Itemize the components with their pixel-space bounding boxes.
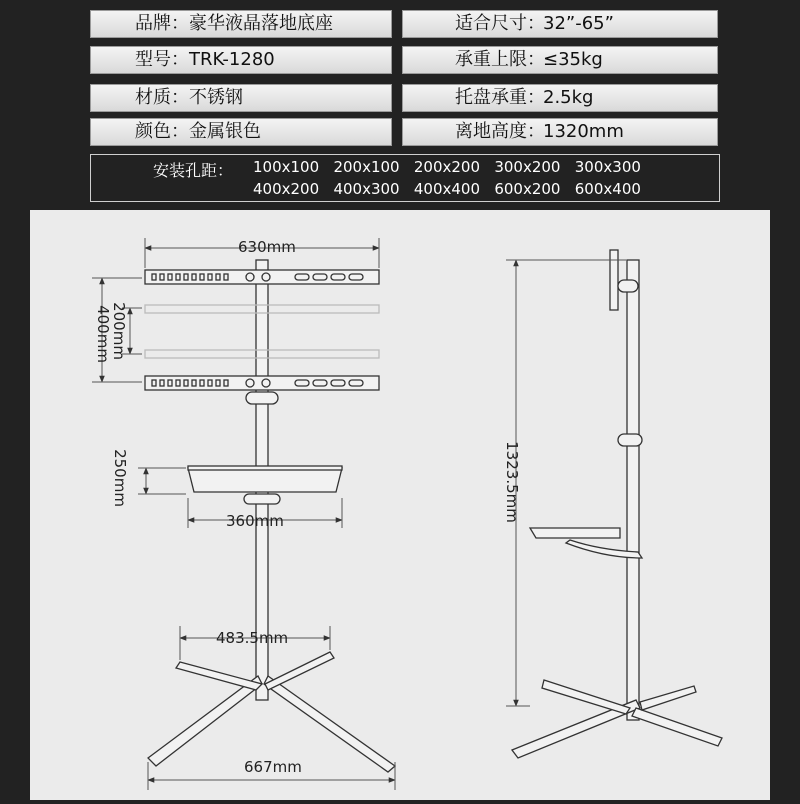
- spec-brand-label: 品牌：: [135, 13, 189, 34]
- stand-diagram: [30, 210, 770, 800]
- spec-material: [90, 84, 392, 112]
- spec-brand: [90, 10, 392, 38]
- spec-load-label: 承重上限：: [455, 49, 545, 70]
- dim-bracket-width: 630mm: [238, 238, 296, 256]
- spec-model-value: TRK-1280: [189, 49, 275, 70]
- spec-material-label: 材质：: [135, 87, 189, 108]
- front-base-back-right: [265, 652, 334, 690]
- spec-model-label: 型号：: [135, 49, 189, 70]
- side-lower-clamp: [618, 434, 642, 446]
- mounting-holes-row-1: 100x100 200x100 200x200 300x200 300x300: [253, 158, 641, 176]
- side-pole: [627, 260, 639, 720]
- spec-size: [402, 10, 718, 38]
- spec-color-label: 颜色：: [135, 121, 189, 142]
- spec-tray-load-value: 2.5kg: [543, 87, 594, 108]
- dim-base-inner: 483.5mm: [216, 629, 289, 647]
- spec-load-value: ≤35kg: [543, 49, 603, 70]
- dim-base-width: 667mm: [244, 758, 302, 776]
- front-base-left: [148, 676, 262, 766]
- technical-drawing: [30, 210, 770, 800]
- spec-height: [402, 118, 718, 146]
- side-base-right: [632, 708, 722, 746]
- spec-height-value: 1320mm: [543, 121, 624, 142]
- spec-size-label: 适合尺寸：: [455, 13, 545, 34]
- spec-model: [90, 46, 392, 74]
- spec-color: [90, 118, 392, 146]
- spec-tray-load: [402, 84, 718, 112]
- side-monitor-plate: [610, 250, 618, 310]
- front-tray: [188, 468, 342, 492]
- side-base-back: [542, 680, 630, 714]
- front-base-back-left: [176, 662, 262, 690]
- spec-height-label: 离地高度：: [455, 121, 545, 142]
- spec-brand-value: 豪华液晶落地底座: [189, 13, 333, 34]
- dim-tray-gap: 250mm: [111, 449, 129, 507]
- mounting-holes-title: 安装孔距：: [153, 161, 234, 180]
- tray-collar: [244, 494, 280, 504]
- dim-total-height: 1323.5mm: [503, 441, 521, 523]
- spec-material-value: 不锈钢: [189, 87, 243, 108]
- spec-tray-load-label: 托盘承重：: [455, 87, 545, 108]
- mounting-holes-box: [90, 154, 720, 202]
- spec-size-value: 32”-65”: [543, 13, 614, 34]
- dim-tray-width: 360mm: [226, 512, 284, 530]
- spec-load: [402, 46, 718, 74]
- mounting-holes-row-2: 400x200 400x300 400x400 600x200 600x400: [253, 180, 641, 198]
- dim-vesa-outer: 400mm: [94, 305, 112, 363]
- spec-color-value: 金属银色: [189, 121, 261, 142]
- dim-vesa-inner: 200mm: [110, 302, 128, 360]
- side-tray: [530, 528, 620, 538]
- side-top-clamp: [618, 280, 638, 292]
- side-base-front: [640, 686, 696, 710]
- front-collar: [246, 392, 278, 404]
